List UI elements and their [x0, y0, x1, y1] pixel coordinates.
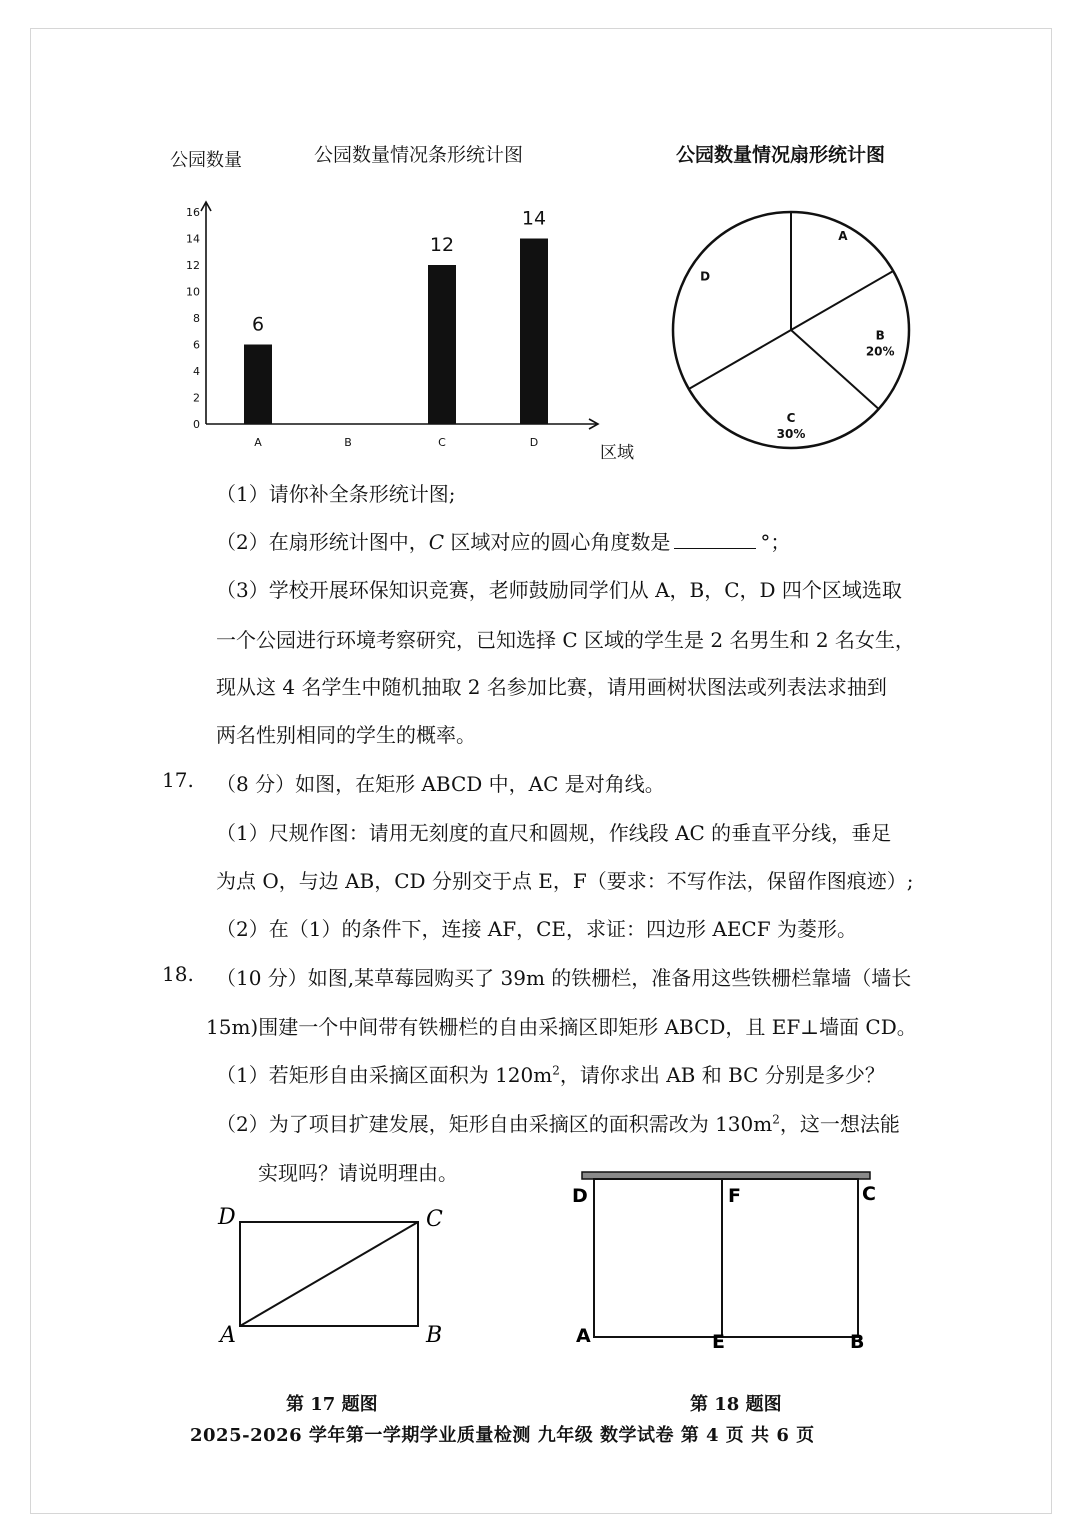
label-c: C [426, 1207, 443, 1232]
rectangle-abcd [594, 1179, 858, 1337]
slice-b [866, 328, 895, 358]
bar-a [244, 345, 272, 425]
y-tick-label: 8 [193, 312, 200, 325]
y-tick-label: 4 [193, 365, 200, 378]
figure-18-caption: 第 18 题图 [690, 1394, 782, 1415]
figure-17 [200, 1196, 460, 1356]
label-d: D [218, 1205, 236, 1230]
x-axis-label: 区域 [600, 443, 634, 463]
q16-part3-line3: 现从这 4 名学生中随机抽取 2 名参加比赛，请用画树状图法或列表法求抽到 [216, 675, 887, 699]
slice-label: C [786, 411, 796, 426]
slice-label: D [700, 269, 711, 284]
figure-18 [560, 1166, 890, 1366]
label-f: F [728, 1185, 741, 1207]
slice-label: A [838, 229, 848, 244]
slice-percent: 20% [865, 344, 895, 359]
figure-17-caption: 第 17 题图 [286, 1394, 378, 1415]
slice-label: B [875, 328, 885, 343]
x-tick-label: D [529, 436, 539, 449]
slice-divider [791, 271, 893, 330]
y-tick-label: 0 [193, 418, 200, 431]
q17-number: 17. [162, 768, 194, 792]
y-tick-label: 14 [186, 232, 200, 246]
q16-part3-line1: （3）学校开展环保知识竞赛，老师鼓励同学们从 A，B，C，D 四个区域选取 [216, 578, 902, 602]
q16-part3-line4: 两名性别相同的学生的概率。 [216, 723, 476, 747]
x-tick-label: B [344, 436, 352, 449]
q17-part2: （2）在（1）的条件下，连接 AF，CE，求证：四边形 AECF 为菱形。 [216, 917, 857, 941]
bar-value-label: 14 [521, 207, 547, 230]
slice-c [777, 411, 806, 441]
y-tick-label: 10 [186, 285, 200, 299]
bar-chart-ylabel: 公园数量 [170, 150, 242, 171]
bar-d [520, 239, 548, 425]
q18-stem-line1: （10 分）如图,某草莓园购买了 39m 的铁栅栏，准备用这些铁栅栏靠墙（墙长 [216, 966, 912, 990]
label-b: B [426, 1323, 443, 1348]
x-tick-label: A [254, 436, 262, 449]
q16-part1: （1）请你补全条形统计图; [216, 482, 456, 506]
q18-part2-line2: 实现吗？请说明理由。 [258, 1161, 458, 1185]
pie-chart-title: 公园数量情况扇形统计图 [676, 144, 886, 166]
y-tick-label: 2 [193, 391, 200, 405]
answer-blank[interactable] [674, 530, 756, 549]
bar-value-label: 6 [251, 313, 265, 336]
page-footer: 2025-2026 学年第一学期学业质量检测 九年级 数学试卷 第 4 页 共 6 页 [190, 1425, 815, 1446]
label-d: D [572, 1185, 588, 1207]
pie-chart [660, 196, 930, 466]
slice-a [838, 229, 848, 243]
bar-value-label: 12 [429, 234, 455, 256]
q16-part2: （2）在扇形统计图中，C 区域对应的圆心角度数是 °； [216, 530, 791, 554]
slice-d [700, 269, 710, 283]
q18-part1: （1）若矩形自由采摘区面积为 $120m^2$，请你求出 AB 和 BC 分别是多少？ [216, 1063, 885, 1087]
x-tick-label: C [438, 436, 446, 449]
q18-part2: （2）为了项目扩建发展，矩形自由采摘区的面积需改为 $130m^2$，这一想法能 [216, 1112, 900, 1136]
bar-chart [170, 190, 650, 470]
slice-percent: 30% [776, 427, 806, 442]
bar-c [428, 265, 456, 424]
bar-chart-title: 公园数量情况条形统计图 [314, 144, 524, 166]
q16-part3-line2: 一个公园进行环境考察研究，已知选择 C 区域的学生是 2 名男生和 2 名女生， [216, 628, 915, 652]
q18-number: 18. [162, 962, 194, 986]
label-b: B [850, 1331, 865, 1353]
y-tick-label: 6 [193, 338, 200, 352]
label-a: A [576, 1325, 591, 1347]
label-a: A [220, 1323, 236, 1348]
label-c: C [862, 1183, 876, 1205]
slice-divider [689, 330, 791, 389]
diagonal-ac [240, 1222, 418, 1326]
q17-part1-line1: （1）尺规作图：请用无刻度的直尺和圆规，作线段 AC 的垂直平分线，垂足 [216, 821, 892, 845]
q17-part1-line2: 为点 O，与边 AB，CD 分别交于点 E，F（要求：不写作法，保留作图痕迹）; [216, 869, 914, 893]
slice-divider [791, 330, 879, 409]
wall [582, 1172, 870, 1179]
label-e: E [712, 1331, 725, 1353]
y-tick-label: 12 [186, 259, 200, 272]
q17-stem: （8 分）如图，在矩形 ABCD 中，AC 是对角线。 [216, 772, 665, 796]
q18-stem-line2: 15m)围建一个中间带有铁栅栏的自由采摘区即矩形 ABCD，且 EF⊥墙面 CD。 [206, 1015, 917, 1039]
y-tick-label: 16 [186, 206, 200, 219]
